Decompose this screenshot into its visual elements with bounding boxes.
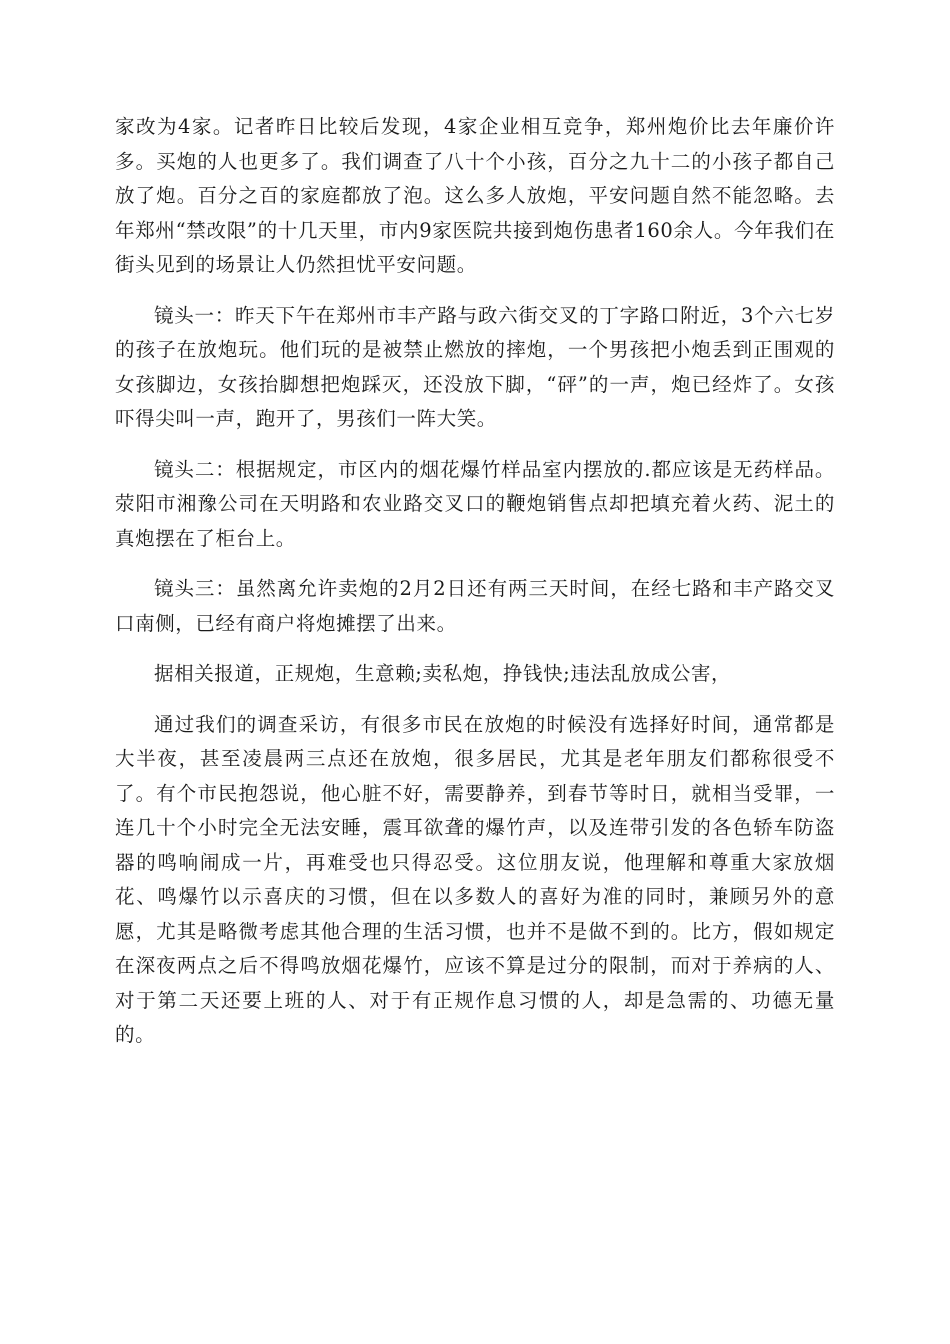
paragraph-scene-one: 镜头一：昨天下午在郑州市丰产路与政六街交叉的丁字路口附近，3个六七岁的孩子在放炮玩。他们玩的是被禁止燃放的摔炮，一个男孩把小炮丢到正围观的女孩脚边，女孩抬脚想把炮踩灭，还没放下脚，“砰”的一声，炮已经炸了。女孩吓得尖叫一声，跑开了，男孩们一阵大笑。	[115, 303, 835, 430]
article-body	[115, 110, 835, 1069]
paragraph-survey: 通过我们的调查采访，有很多市民在放炮的时候没有选择好时间，通常都是大半夜，甚至凌晨两三点还在放炮，很多居民，尤其是老年朋友们都称很受不了。有个市民抱怨说，他心脏不好，需要静养，到春节等时日，就相当受罪，一连几十个小时完全无法安睡，震耳欲聋的爆竹声，以及连带引发的各色轿车防盗器的鸣响闹成一片，再难受也只得忍受。这位朋友说，他理解和尊重大家放烟花、鸣爆竹以示喜庆的习惯，但在以多数人的喜好为准的同时，兼顾另外的意愿，尤其是略微考虑其他合理的生活习惯，也并不是做不到的。比方，假如规定在深夜两点之后不得鸣放烟花爆竹，应该不算是过分的限制，而对于养病的人、对于第二天还要上班的人、对于有正规作息习惯的人，却是急需的、功德无量的。	[115, 712, 835, 1046]
paragraph-scene-three: 镜头三：虽然离允许卖炮的2月2日还有两三天时间，在经七路和丰产路交叉口南侧，已经有商户将炮摊摆了出来。	[115, 577, 835, 635]
paragraph-scene-two: 镜头二：根据规定，市区内的烟花爆竹样品室内摆放的.都应该是无药样品。荥阳市湘豫公司在天明路和农业路交叉口的鞭炮销售点却把填充着火药、泥土的真炮摆在了柜台上。	[115, 457, 835, 550]
paragraph-intro: 家改为4家。记者昨日比较后发现，4家企业相互竞争，郑州炮价比去年廉价许多。买炮的人也更多了。我们调查了八十个小孩，百分之九十二的小孩子都自己放了炮。百分之百的家庭都放了泡。这么多人放炮，平安问题自然不能忽略。去年郑州“禁改限”的十几天里，市内9家医院共接到炮伤患者160余人。今年我们在街头见到的场景让人仍然担忧平安问题。	[115, 115, 835, 276]
paragraph-report: 据相关报道，正规炮，生意赖;卖私炮，挣钱快;违法乱放成公害，	[154, 662, 732, 685]
